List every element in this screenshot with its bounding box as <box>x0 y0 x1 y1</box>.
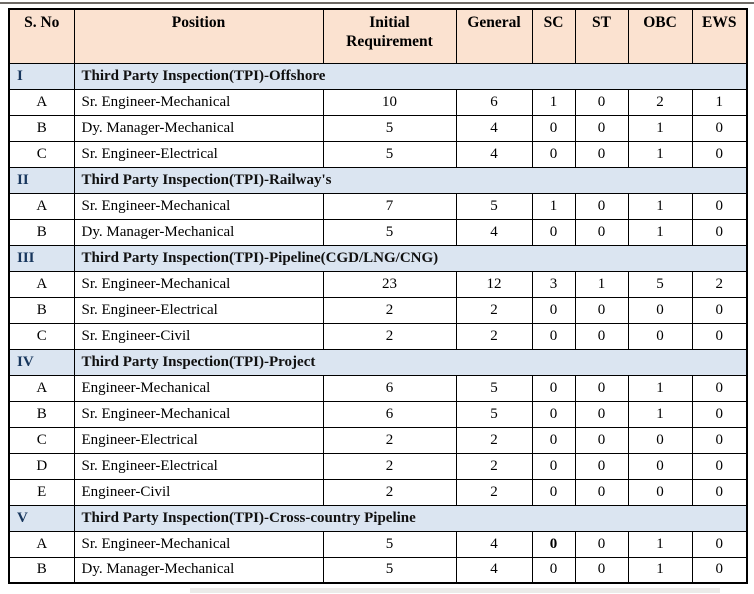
cell-st: 1 <box>575 271 628 297</box>
cell-st: 0 <box>575 323 628 349</box>
cell-position: Sr. Engineer-Electrical <box>74 453 323 479</box>
column-header-general: General <box>456 9 532 63</box>
column-header-sc: SC <box>532 9 575 63</box>
cell-initial: 5 <box>323 115 456 141</box>
cell-initial: 5 <box>323 531 456 557</box>
cell-sc: 3 <box>532 271 575 297</box>
cell-obc: 0 <box>628 479 692 505</box>
cell-initial: 5 <box>323 219 456 245</box>
cell-general: 2 <box>456 453 532 479</box>
section-title: Third Party Inspection(TPI)-Cross-country Pipeline <box>74 505 747 531</box>
cell-st: 0 <box>575 115 628 141</box>
cell-obc: 1 <box>628 141 692 167</box>
cell-initial: 7 <box>323 193 456 219</box>
cell-general: 4 <box>456 219 532 245</box>
column-header-position: Position <box>74 9 323 63</box>
cell-initial: 2 <box>323 297 456 323</box>
cell-general: 4 <box>456 557 532 583</box>
column-header-initial-requirement: Initial Requirement <box>323 9 456 63</box>
cell-obc: 1 <box>628 401 692 427</box>
cell-sc: 0 <box>532 557 575 583</box>
cell-st: 0 <box>575 401 628 427</box>
table-row <box>9 479 747 505</box>
cell-obc: 1 <box>628 115 692 141</box>
cell-sno: A <box>9 89 74 115</box>
column-header-st: ST <box>575 9 628 63</box>
cell-sno: D <box>9 453 74 479</box>
cell-initial: 10 <box>323 89 456 115</box>
cell-sc: 0 <box>532 401 575 427</box>
section-title: Third Party Inspection(TPI)-Project <box>74 349 747 375</box>
cell-initial: 6 <box>323 375 456 401</box>
cell-position: Sr. Engineer-Mechanical <box>74 193 323 219</box>
cell-obc: 1 <box>628 193 692 219</box>
cell-general: 5 <box>456 193 532 219</box>
table-row <box>9 219 747 245</box>
cell-position: Sr. Engineer-Mechanical <box>74 271 323 297</box>
cell-obc: 1 <box>628 375 692 401</box>
cell-general: 12 <box>456 271 532 297</box>
section-number: III <box>9 245 74 271</box>
cell-st: 0 <box>575 479 628 505</box>
cell-sno: B <box>9 115 74 141</box>
cell-general: 5 <box>456 375 532 401</box>
cell-initial: 5 <box>323 141 456 167</box>
section-number: V <box>9 505 74 531</box>
cell-initial: 6 <box>323 401 456 427</box>
cell-ews: 0 <box>692 557 747 583</box>
table-row <box>9 115 747 141</box>
cell-sc: 0 <box>532 375 575 401</box>
cell-sc: 0 <box>532 427 575 453</box>
cell-sc: 0 <box>532 219 575 245</box>
cell-obc: 1 <box>628 219 692 245</box>
cell-sc: 0 <box>532 453 575 479</box>
page-bottom-shadow <box>190 588 720 593</box>
cell-ews: 0 <box>692 193 747 219</box>
cell-sno: B <box>9 219 74 245</box>
cell-initial: 23 <box>323 271 456 297</box>
table-row <box>9 401 747 427</box>
column-header-s-no: S. No <box>9 9 74 63</box>
cell-sno: B <box>9 557 74 583</box>
table-row <box>9 531 747 557</box>
cell-sno: A <box>9 193 74 219</box>
cell-position: Sr. Engineer-Electrical <box>74 141 323 167</box>
cell-sno: B <box>9 297 74 323</box>
cell-sno: E <box>9 479 74 505</box>
cell-ews: 0 <box>692 323 747 349</box>
cell-obc: 0 <box>628 453 692 479</box>
cell-sc: 1 <box>532 89 575 115</box>
section-row <box>9 167 747 193</box>
section-row <box>9 245 747 271</box>
cell-st: 0 <box>575 297 628 323</box>
cell-obc: 0 <box>628 323 692 349</box>
cell-ews: 2 <box>692 271 747 297</box>
cell-initial: 2 <box>323 479 456 505</box>
section-title: Third Party Inspection(TPI)-Pipeline(CGD/LNG/CNG) <box>74 245 747 271</box>
section-title: Third Party Inspection(TPI)-Offshore <box>74 63 747 89</box>
top-horizontal-rule <box>0 2 754 4</box>
cell-position: Sr. Engineer-Mechanical <box>74 401 323 427</box>
cell-position: Engineer-Mechanical <box>74 375 323 401</box>
cell-sc: 1 <box>532 193 575 219</box>
section-row <box>9 505 747 531</box>
cell-st: 0 <box>575 89 628 115</box>
cell-st: 0 <box>575 375 628 401</box>
cell-ews: 0 <box>692 453 747 479</box>
table-row <box>9 375 747 401</box>
cell-general: 6 <box>456 89 532 115</box>
cell-sno: C <box>9 427 74 453</box>
cell-position: Sr. Engineer-Mechanical <box>74 531 323 557</box>
cell-general: 4 <box>456 141 532 167</box>
cell-ews: 0 <box>692 375 747 401</box>
cell-st: 0 <box>575 219 628 245</box>
cell-initial: 2 <box>323 427 456 453</box>
table-row <box>9 193 747 219</box>
cell-position: Sr. Engineer-Mechanical <box>74 89 323 115</box>
table-header-row <box>9 9 747 63</box>
cell-sno: B <box>9 401 74 427</box>
cell-general: 5 <box>456 401 532 427</box>
cell-sno: A <box>9 271 74 297</box>
cell-ews: 0 <box>692 401 747 427</box>
cell-ews: 0 <box>692 531 747 557</box>
cell-general: 4 <box>456 531 532 557</box>
section-number: II <box>9 167 74 193</box>
cell-sno: A <box>9 375 74 401</box>
cell-position: Sr. Engineer-Electrical <box>74 297 323 323</box>
section-row <box>9 349 747 375</box>
cell-obc: 0 <box>628 427 692 453</box>
table-row <box>9 297 747 323</box>
cell-general: 2 <box>456 323 532 349</box>
cell-st: 0 <box>575 453 628 479</box>
cell-obc: 0 <box>628 297 692 323</box>
cell-ews: 0 <box>692 297 747 323</box>
column-header-obc: OBC <box>628 9 692 63</box>
cell-sc: 0 <box>532 323 575 349</box>
cell-initial: 5 <box>323 557 456 583</box>
table-row <box>9 89 747 115</box>
cell-obc: 1 <box>628 557 692 583</box>
cell-general: 2 <box>456 297 532 323</box>
cell-obc: 2 <box>628 89 692 115</box>
cell-ews: 0 <box>692 479 747 505</box>
column-header-ews: EWS <box>692 9 747 63</box>
cell-ews: 1 <box>692 89 747 115</box>
cell-sno: C <box>9 323 74 349</box>
cell-sc: 0 <box>532 141 575 167</box>
table-row <box>9 427 747 453</box>
cell-general: 4 <box>456 115 532 141</box>
vacancy-table <box>8 8 748 584</box>
cell-ews: 0 <box>692 115 747 141</box>
cell-position: Dy. Manager-Mechanical <box>74 115 323 141</box>
cell-position: Sr. Engineer-Civil <box>74 323 323 349</box>
cell-initial: 2 <box>323 323 456 349</box>
cell-general: 2 <box>456 427 532 453</box>
cell-obc: 1 <box>628 531 692 557</box>
cell-ews: 0 <box>692 427 747 453</box>
cell-position: Engineer-Electrical <box>74 427 323 453</box>
cell-ews: 0 <box>692 219 747 245</box>
cell-ews: 0 <box>692 141 747 167</box>
cell-position: Engineer-Civil <box>74 479 323 505</box>
table-row <box>9 453 747 479</box>
cell-sno: A <box>9 531 74 557</box>
cell-obc: 5 <box>628 271 692 297</box>
table-row <box>9 271 747 297</box>
cell-sc: 0 <box>532 531 575 557</box>
cell-st: 0 <box>575 531 628 557</box>
cell-st: 0 <box>575 427 628 453</box>
cell-general: 2 <box>456 479 532 505</box>
cell-st: 0 <box>575 141 628 167</box>
cell-initial: 2 <box>323 453 456 479</box>
cell-position: Dy. Manager-Mechanical <box>74 219 323 245</box>
section-number: I <box>9 63 74 89</box>
cell-sc: 0 <box>532 297 575 323</box>
section-number: IV <box>9 349 74 375</box>
cell-sc: 0 <box>532 479 575 505</box>
cell-position: Dy. Manager-Mechanical <box>74 557 323 583</box>
cell-sc: 0 <box>532 115 575 141</box>
table-row <box>9 557 747 583</box>
cell-sno: C <box>9 141 74 167</box>
section-row <box>9 63 747 89</box>
section-title: Third Party Inspection(TPI)-Railway's <box>74 167 747 193</box>
table-row <box>9 141 747 167</box>
cell-st: 0 <box>575 557 628 583</box>
table-row <box>9 323 747 349</box>
cell-st: 0 <box>575 193 628 219</box>
